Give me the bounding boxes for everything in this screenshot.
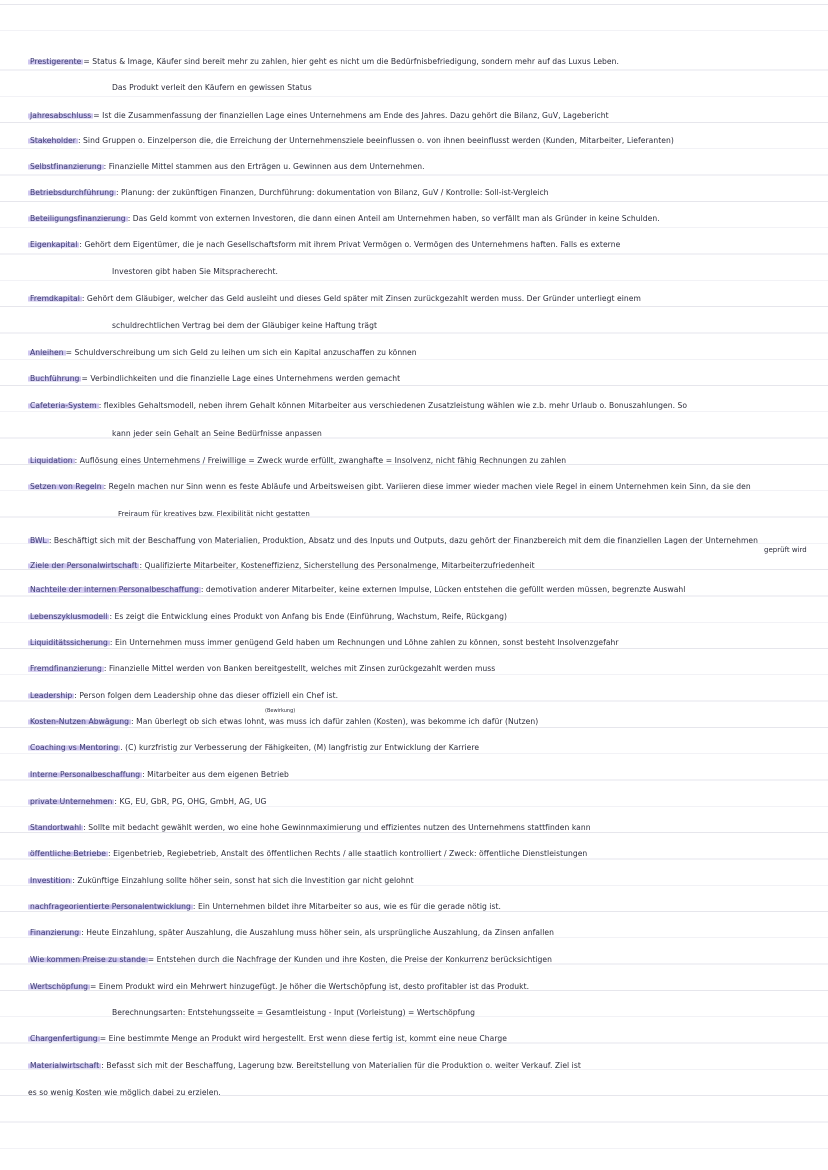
entry-term: Kosten-Nutzen Abwägung bbox=[30, 717, 130, 726]
entry-definition: : Qualifizierte Mitarbeiter, Kosteneffizienz, Sicherstellung des Personalmenge, Mitarbeiterzufriedenheit bbox=[139, 561, 535, 570]
entry-nachfrageorientierte-personalentwicklung bbox=[28, 899, 803, 915]
entry-term: Prestigerente bbox=[30, 57, 82, 66]
entry-standortwahl bbox=[28, 820, 803, 836]
bwl-margin-note: geprüft wird bbox=[764, 546, 807, 554]
entry-definition: = Ist die Zusammenfassung der finanziellen Lage eines Unternehmens am Ende des Jahres. Dazu gehört die Bilanz, GuV, Lagebericht bbox=[93, 111, 609, 120]
entry-chargenfertigung bbox=[28, 1031, 803, 1047]
entry-oeffentliche-betriebe bbox=[28, 846, 803, 862]
entry-continuation: Das Produkt verleit den Käufern en gewissen Status bbox=[112, 83, 312, 92]
entry-continuation: Investoren gibt haben Sie Mitspracherecht. bbox=[112, 267, 278, 276]
entry-term: Buchführung bbox=[30, 374, 80, 383]
entry-term: Liquidation bbox=[30, 456, 73, 465]
entry-definition: : Es zeigt die Entwicklung eines Produkt von Anfang bis Ende (Einführung, Wachstum, Reife, Rückgang) bbox=[109, 612, 508, 621]
entry-anleihen bbox=[28, 345, 803, 361]
entry-definition: : Man überlegt ob sich etwas lohnt, was muss ich dafür zahlen (Kosten), was bekomme ich dafür (Nutzen) bbox=[131, 717, 539, 726]
entry-term: Coaching vs Mentoring bbox=[30, 743, 119, 752]
entry-preise bbox=[28, 952, 803, 968]
entry-term: Standortwahl bbox=[30, 823, 82, 832]
entry-definition: : Ein Unternehmen bildet ihre Mitarbeiter so aus, wie es für die gerade nötig ist. bbox=[192, 902, 501, 911]
entry-term: Anleihen bbox=[30, 348, 64, 357]
entry-setzen-von-regeln bbox=[28, 479, 803, 495]
entry-term: Selbstfinanzierung bbox=[30, 162, 102, 171]
entry-betriebsdurchfuehrung bbox=[28, 185, 803, 201]
entry-continuation: es so wenig Kosten wie möglich dabei zu erzielen. bbox=[28, 1088, 221, 1097]
entry-term: Eigenkapital bbox=[30, 240, 78, 249]
entry-definition: : flexibles Gehaltsmodell, neben ihrem Gehalt können Mitarbeiter aus verschiedenen Zusatzleistung wählen wie z.b. mehr Urlaub o. Bonuszahlungen. So bbox=[98, 401, 688, 410]
entry-nachteile-interne-personalbeschaffung bbox=[28, 582, 803, 598]
entry-definition: : Das Geld kommt von externen Investoren, die dann einen Anteil am Unternehmen haben, so verfällt man als Gründer in keine Schulden. bbox=[127, 214, 660, 223]
entry-term: Nachteile der internen Personalbeschaffung bbox=[30, 585, 199, 594]
entry-term: Investition bbox=[30, 876, 71, 885]
entry-definition: : demotivation anderer Mitarbeiter, keine externen Impulse, Lücken entstehen die gefüllt werden müssen, begrenzte Auswahl bbox=[200, 585, 686, 594]
entry-stakeholder bbox=[28, 133, 803, 149]
entry-definition: : Auflösung eines Unternehmens / Freiwillige = Zweck wurde erfüllt, zwanghafte = Insolvenz, nicht fähig Rechnungen zu zahlen bbox=[74, 456, 567, 465]
entry-definition: : Regeln machen nur Sinn wenn es feste Abläufe und Arbeitsweisen gibt. Variieren diese immer wieder machen viele Regel in einem Unternehmen kein Sinn, da sie den bbox=[103, 482, 751, 491]
entry-definition: = Verbindlichkeiten und die finanzielle Lage eines Unternehmens werden gemacht bbox=[81, 374, 401, 383]
entry-definition: : Planung: der zukünftigen Finanzen, Durchführung: dokumentation von Bilanz, GuV / Kontrolle: Soll-ist-Vergleich bbox=[115, 188, 549, 197]
entry-liquidation bbox=[28, 453, 803, 469]
entry-definition: : Heute Einzahlung, später Auszahlung, die Auszahlung muss höher sein, als ursprüngliche Auszahlung, da Zinsen anfallen bbox=[81, 928, 554, 937]
entry-definition: : Finanzielle Mittel werden von Banken bereitgestellt, welches mit Zinsen zurückgezahlt werden muss bbox=[103, 664, 496, 673]
entry-finanzierung bbox=[28, 925, 803, 941]
entry-definition: : Zukünftige Einzahlung sollte höher sein, sonst hat sich die Investition gar nicht gelohnt bbox=[72, 876, 414, 885]
entry-buchfuehrung bbox=[28, 371, 803, 387]
entry-fremdfinanzierung bbox=[28, 661, 803, 677]
entry-definition: : Gehört dem Eigentümer, die je nach Gesellschaftsform mit ihrem Privat Vermögen o. Vermögen des Unternehmens haften. Falls es externe bbox=[79, 240, 621, 249]
entry-investition bbox=[28, 873, 803, 889]
entry-term: Chargenfertigung bbox=[30, 1034, 98, 1043]
entry-fremdkapital bbox=[28, 291, 803, 307]
entry-term: Beteiligungsfinanzierung bbox=[30, 214, 126, 223]
entry-beteiligungsfinanzierung bbox=[28, 211, 803, 227]
entry-interne-personalbeschaffung bbox=[28, 767, 803, 783]
entry-cafeteria-system bbox=[28, 398, 803, 414]
entry-selbstfinanzierung bbox=[28, 159, 803, 175]
entry-term: Wie kommen Preise zu stande bbox=[30, 955, 146, 964]
entry-definition: : Befasst sich mit der Beschaffung, Lagerung bzw. Bereitstellung von Materialien für die Produktion o. weiter Verkauf. Ziel ist bbox=[101, 1061, 581, 1070]
entry-private-unternehmen bbox=[28, 794, 803, 810]
entry-ziele-personalwirtschaft bbox=[28, 558, 803, 574]
entry-definition: : Sind Gruppen o. Einzelperson die, die Erreichung der Unternehmensziele beeinflussen o. von ihnen beeinflusst werden (Kunden, Mitarbeiter, Lieferanten) bbox=[77, 136, 674, 145]
entry-definition: = Entstehen durch die Nachfrage der Kunden und ihre Kosten, die Preise der Konkurrenz berücksichtigen bbox=[147, 955, 552, 964]
entry-definition: : Person folgen dem Leadership ohne das dieser offiziell ein Chef ist. bbox=[74, 691, 339, 700]
entry-continuation: Freiraum für kreatives bzw. Flexibilität nicht gestatten bbox=[118, 510, 310, 518]
entry-definition: : Beschäftigt sich mit der Beschaffung von Materialien, Produktion, Absatz und des Inputs und Outputs, dazu gehört der Finanzbereich mit dem die finanziellen Lagen der Unternehmen bbox=[48, 536, 758, 545]
entry-term: Fremdfinanzierung bbox=[30, 664, 102, 673]
entry-liquiditaetssicherung bbox=[28, 635, 803, 651]
entry-term: öffentliche Betriebe bbox=[30, 849, 107, 858]
entry-kosten-nutzen bbox=[28, 714, 803, 730]
entry-definition: = Schuldverschreibung um sich Geld zu leihen um sich ein Kapital anzuschaffen zu können bbox=[65, 348, 417, 357]
entry-term: Fremdkapital bbox=[30, 294, 80, 303]
entry-term: Interne Personalbeschaffung bbox=[30, 770, 141, 779]
entry-term: Leadership bbox=[30, 691, 73, 700]
entry-definition: . (C) kurzfristig zur Verbesserung der Fähigkeiten, (M) langfristig zur Entwicklung der Karriere bbox=[120, 743, 480, 752]
kosten-superscript-note: (Bewirkung) bbox=[265, 708, 296, 714]
entry-definition: : Finanzielle Mittel stammen aus den Erträgen u. Gewinnen aus dem Unternehmen. bbox=[103, 162, 425, 171]
entry-term: Liquiditätssicherung bbox=[30, 638, 108, 647]
entry-prestigerente bbox=[28, 54, 803, 70]
entry-definition: : Eigenbetrieb, Regiebetrieb, Anstalt des öffentlichen Rechts / alle staatlich kontrolliert / Zweck: öffentliche Dienstleistungen bbox=[108, 849, 588, 858]
entry-term: Stakeholder bbox=[30, 136, 76, 145]
entry-definition: : Sollte mit bedacht gewählt werden, wo eine hohe Gewinnmaximierung und effizientes nutzen des Unternehmens stattfinden kann bbox=[83, 823, 591, 832]
entry-definition: : Mitarbeiter aus dem eigenen Betrieb bbox=[142, 770, 289, 779]
entry-term: Lebenszyklusmodell bbox=[30, 612, 108, 621]
entry-jahresabschluss bbox=[28, 108, 803, 124]
entry-eigenkapital bbox=[28, 237, 803, 253]
entry-wertschoepfung bbox=[28, 979, 803, 995]
entry-term: BWL bbox=[30, 536, 47, 545]
entry-term: Wertschöpfung bbox=[30, 982, 89, 991]
entry-coaching-mentoring bbox=[28, 740, 803, 756]
entry-term: Finanzierung bbox=[30, 928, 80, 937]
entry-materialwirtschaft bbox=[28, 1058, 803, 1074]
entry-definition: : KG, EU, GbR, PG, OHG, GmbH, AG, UG bbox=[114, 797, 267, 806]
entry-leadership bbox=[28, 688, 803, 704]
entry-term: Betriebsdurchführung bbox=[30, 188, 114, 197]
entry-continuation: kann jeder sein Gehalt an Seine Bedürfnisse anpassen bbox=[112, 429, 322, 438]
entry-term: private Unternehmen bbox=[30, 797, 113, 806]
entry-term: Setzen von Regeln bbox=[30, 482, 102, 491]
entry-term: nachfrageorientierte Personalentwicklung bbox=[30, 902, 191, 911]
entry-term: Ziele der Personalwirtschaft bbox=[30, 561, 138, 570]
entry-term: Jahresabschluss bbox=[30, 111, 92, 120]
entry-continuation: Berechnungsarten: Entstehungsseite = Gesamtleistung - Input (Vorleistung) = Wertschöpfung bbox=[112, 1008, 475, 1017]
entry-definition: : Ein Unternehmen muss immer genügend Geld haben um Rechnungen und Löhne zahlen zu können, sonst besteht Insolvenzgefahr bbox=[109, 638, 619, 647]
entry-definition: = Einem Produkt wird ein Mehrwert hinzugefügt. Je höher die Wertschöpfung ist, desto profitabler ist das Produkt. bbox=[90, 982, 530, 991]
entry-term: Materialwirtschaft bbox=[30, 1061, 100, 1070]
entry-bwl bbox=[28, 533, 788, 549]
entry-definition: = Eine bestimmte Menge an Produkt wird hergestellt. Erst wenn diese fertig ist, kommt eine neue Charge bbox=[99, 1034, 507, 1043]
entry-lebenszyklusmodell bbox=[28, 609, 803, 625]
entry-definition: : Gehört dem Gläubiger, welcher das Geld ausleiht und dieses Geld später mit Zinsen zurückgezahlt werden muss. Der Gründer unterliegt einem bbox=[81, 294, 641, 303]
entry-continuation: schuldrechtlichen Vertrag bei dem der Gläubiger keine Haftung trägt bbox=[112, 321, 377, 330]
entry-definition: = Status & Image, Käufer sind bereit mehr zu zahlen, hier geht es nicht um die Bedürfnisbefriedigung, sondern mehr auf das Luxus Leben. bbox=[83, 57, 619, 66]
entry-term: Cafeteria-System bbox=[30, 401, 97, 410]
